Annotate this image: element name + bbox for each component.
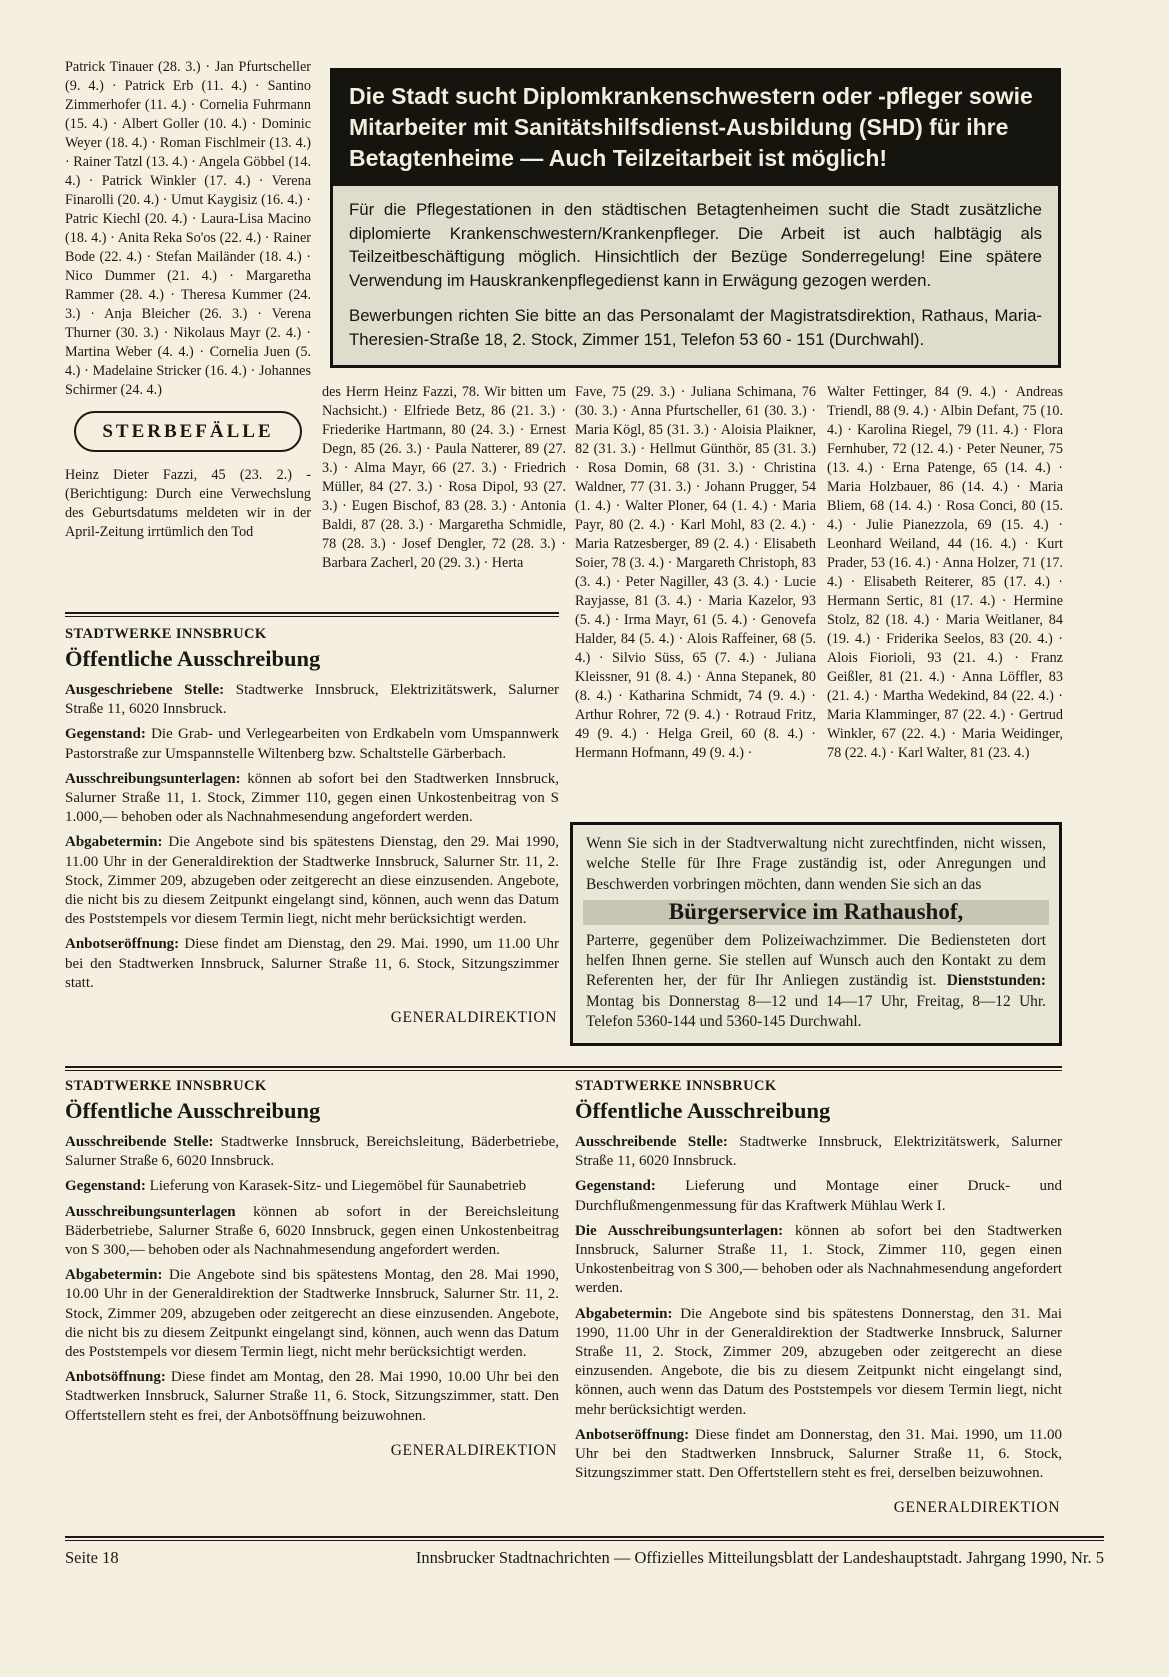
paragraph-label: Gegenstand: [65,1178,146,1195]
section-kicker: STADTWERKE INNSBRUCK [575,1078,777,1094]
paragraph [575,1177,1062,1215]
announcement-box [330,68,1061,368]
paragraph-label: Abgabetermin: [65,834,163,851]
signature: GENERALDIREKTION [893,1499,1060,1517]
deaths-col-1: Heinz Dieter Fazzi, 45 (23. 2.) - (Berichtigung: Durch eine Verwechslung des Geburtsdatums meldeten wir in der April-Zeitung irrtümlich den Tod [65,467,311,540]
section-divider [65,1066,1062,1071]
paragraph-label: Gegenstand: [575,1178,656,1195]
paragraph [65,1203,559,1261]
paragraph-text: Stadtwerke Innsbruck, Bereichsleitung, Bäderbetriebe, Salurner Straße 6, 6020 Innsbruck. [65,1134,559,1170]
sterbefaelle-heading: STERBEFÄLLE [74,411,302,452]
paragraph [65,1368,559,1426]
births-list: Patrick Tinauer (28. 3.) · Jan Pfurtscheller (9. 4.) · Patrick Erb (11. 4.) · Santino Zimmerhofer (11. 4.) · Cornelia Fuhrmann (15. 4.) · Albert Goller (10. 4.) · Dominic Weyer (18. 4.) · Roman Fischlmeir (13. 4.) · Rainer Tatzl (13. 4.) · Angela Göbbel (14. 4.) · Patrick Winkler (17. 4.) · Verena Finarolli (20. 4.) · Umut Kaygisiz (16. 4.) · Patric Kiechl (20. 4.) · Laura-Lisa Macino (18. 4.) · Anita Reka So'os (22. 4.) · Rainer Bode (22. 4.) · Stefan Mailänder (18. 4.) · Nico Dummer (21. 4.) · Margaretha Rammer (28. 4.) · Theresa Kummer (24. 3.) · Anja Bleicher (26. 3.) · Verena Thurner (30. 3.) · Nikolaus Mayr (2. 4.) · Martina Weber (4. 4.) · Cornelia Juen (5. 4.) · Madelaine Stricker (16. 4.) · Johannes Schirmer (24. 4.) [65,59,311,398]
deaths-col-4: Walter Fettinger, 84 (9. 4.) · Andreas Triendl, 88 (9. 4.) · Albin Defant, 75 (10. 4.) · Karolina Riegel, 79 (11. 4.) · Flora Fernhuber, 72 (12. 4.) · Peter Neuner, 75 (13. 4.) · Erna Patenge, 65 (14. 4.) · Maria Holzbauer, 86 (14. 4.) · Maria Bliem, 68 (14. 4.) · Rosa Conci, 80 (15. 4.) · Julie Pianezzola, 69 (15. 4.) · Leonhard Weiland, 44 (16. 4.) · Kurt Prader, 53 (16. 4.) · Anna Holzer, 71 (17. 4.) · Elisabeth Reiterer, 85 (17. 4.) · Hermann Sertic, 81 (17. 4.) · Hermine Stolz, 82 (18. 4.) · Maria Weitlaner, 84 (19. 4.) · Friderika Seelos, 83 (20. 4.) · Alois Fiorioli, 93 (21. 4.) · Franz Geißler, 81 (21. 4.) · Anna Löffler, 83 (21. 4.) · Martha Wedekind, 84 (22. 4.) · Maria Klamminger, 87 (22. 4.) · Gertrud Winkler, 67 (22. 4.) · Maria Weidinger, 78 (22. 4.) · Karl Walter, 81 (23. 4.) [827,384,1063,761]
paragraph [65,1133,559,1171]
paragraph-text: Stadtwerke Innsbruck, Elektrizitätswerk, Salurner Straße 11, 6020 Innsbruck. [65,682,559,718]
paragraph-label: Ausgeschriebene Stelle: [65,682,225,698]
ausschreibung-section-3 [575,1078,1062,1517]
announcement-body [333,186,1058,365]
buergerservice-hours-label: Dienststunden: [946,972,1046,990]
paragraph [65,1177,559,1196]
paragraph-label: Gegenstand: [65,726,146,743]
section-kicker: STADTWERKE INNSBRUCK [65,1078,267,1094]
buergerservice-hours-text: Montag bis Donnerstag 8—12 und 14—17 Uhr, Freitag, 8—12 Uhr. Telefon 5360-144 und 5360-145 Durchwahl. [586,992,1046,1031]
ausschreibung-section-2 [65,1078,559,1460]
paragraph [575,1426,1062,1484]
paragraph-text: können ab sofort in der Bereichsleitung Bäderbetriebe, Salurner Straße 6, 6020 Innsbruck, gegen einen Unkostenbeitrag von S 300,— behoben oder als Nachnahmesendung angefordert werden. [65,1203,559,1259]
paragraph [575,1222,1062,1299]
paragraph [575,1305,1062,1420]
paragraph-text: Stadtwerke Innsbruck, Elektrizitätswerk, Salurner Straße 11, 6020 Innsbruck. [575,1134,1062,1170]
section-title: Öffentliche Ausschreibung [65,646,321,671]
paragraph-text: Die Angebote sind bis spätestens Montag, den 28. Mai 1990, 10.00 Uhr in der Generaldirektion der Stadtwerke Innsbruck, Salurner Str. 11, 2. Stock, Zimmer 209, abzugeben oder zeitgerecht an diese einzusenden. Angebote, die nicht bis zu diesem Zeitpunkt eingelangt sind, können, auch wenn das Datum des Poststempels vor diesem Termin liegt, nicht mehr berücksichtigt werden. [65,1267,559,1361]
paragraph [65,681,559,719]
deaths-col-3: Fave, 75 (29. 3.) · Juliana Schimana, 76 (30. 3.) · Anna Pfurtscheller, 61 (30. 3.) · Maria Kögl, 85 (31. 3.) · Aloisia Plaikner, 82 (31. 3.) · Hellmut Günthör, 85 (31. 3.) · Rosa Domin, 68 (31. 3.) · Christina Waldner, 77 (31. 3.) · Johann Prugger, 54 (1. 4.) · Walter Ploner, 64 (1. 4.) · Maria Payr, 80 (2. 4.) · Karl Mohl, 83 (2. 4.) · Maria Ratzesberger, 89 (2. 4.) · Elisabeth Soier, 78 (3. 4.) · Margareth Christoph, 83 (3. 4.) · Peter Nagiller, 43 (3. 4.) · Lucie Rayjasse, 81 (3. 4.) · Maria Kazelor, 93 (5. 4.) · Irma Mayr, 61 (5. 4.) · Genovefa Halder, 84 (5. 4.) · Alois Raffeiner, 68 (5. 4.) · Silvio Süss, 65 (7. 4.) · Juliana Kleissner, 91 (8. 4.) · Anna Stepanek, 80 (8. 4.) · Katharina Schmidt, 74 (9. 4.) · Arthur Rohrer, 72 (9. 4.) · Rotraud Fritz, 49 (9. 4.) · Helga Greil, 60 (8. 4.) · Hermann Hofmann, 49 (9. 4.) · [575,384,816,761]
buergerservice-body [586,931,1046,1033]
footer-divider [65,1536,1104,1541]
paragraph-text: Diese findet am Dienstag, den 29. Mai. 1990, um 11.00 Uhr bei den Stadtwerken Innsbruck, Salurner Straße 11, 6. Stock, Sitzungszimmer statt. [65,936,560,991]
paragraph-label: Ausschreibende Stelle: [65,1134,214,1150]
paragraph [65,833,559,929]
footer [65,1548,1104,1568]
paragraph-text: Diese findet am Montag, den 28. Mai 1990, 10.00 Uhr bei den Stadtwerken Innsbruck, Salurner Straße 11, 6. Stock, Sitzungszimmer, statt. Den Offertstellern steht es frei, der Anbotsöffnung beizuwohnen. [65,1369,560,1424]
announcement-paragraph-1: Für die Pflegestationen in den städtischen Betagtenheimen sucht die Stadt zusätzliche diplomierte Krankenschwestern/Krankenpfleger. Die Arbeit ist auch halbtägig als Teilzeitbeschäftigung möglich. Hinsichtlich der Bezüge Sonderregelung! Eine spätere Verwendung im Hauskrankenpflegedienst kann in Erwägung gezogen werden. [349,200,1042,290]
paragraph-text: Lieferung und Montage einer Druck- und Durchflußmengenmessung für das Kraftwerk Mühlau Werk I. [575,1178,1062,1214]
paragraph-label: Abgabetermin: [575,1305,673,1322]
footer-page-number: Seite 18 [65,1548,119,1567]
paragraph-label: Anbotseröffnung: [575,1426,690,1443]
buergerservice-intro: Wenn Sie sich in der Stadtverwaltung nicht zurechtfinden, nicht wissen, welche Stelle für Ihre Frage zuständig ist, oder Anregungen und Beschwerden vorbringen möchten, dann wenden Sie sich an das [586,835,1046,893]
deaths-col-2: des Herrn Heinz Fazzi, 78. Wir bitten um Nachsicht.) · Elfriede Betz, 86 (21. 3.) · Friederike Hartmann, 80 (24. 3.) · Ernest Degn, 85 (26. 3.) · Paula Natterer, 89 (27. 3.) · Alma Mayr, 66 (27. 3.) · Friedrich Müller, 84 (27. 3.) · Rosa Dipol, 93 (27. 3.) · Eugen Bischof, 83 (28. 3.) · Antonia Baldi, 87 (28. 3.) · Margaretha Schmidle, 78 (28. 3.) · Josef Dengler, 72 (28. 3.) · Barbara Zacherl, 20 (29. 3.) · Herta [322,384,566,571]
signature: GENERALDIREKTION [390,1009,557,1027]
section-kicker: STADTWERKE INNSBRUCK [65,626,267,642]
paragraph-text: Die Grab- und Verlegearbeiten von Erdkabeln vom Umspannwerk Pastorstraße zur Umspannstelle Wiltenberg bzw. Schaltstelle Gärberbach. [65,726,560,762]
section-title: Öffentliche Ausschreibung [575,1098,831,1123]
paragraph [575,1133,1062,1171]
paragraph [65,935,559,993]
paragraph-label: Ausschreibungsunterlagen: [65,770,241,787]
signature: GENERALDIREKTION [390,1441,557,1459]
announcement-paragraph-2: Bewerbungen richten Sie bitte an das Personalamt der Magistratsdirektion, Rathaus, Maria-Theresien-Straße 18, 2. Stock, Zimmer 151, Telefon 53 60 - 151 (Durchwahl). [349,306,1042,349]
footer-masthead-line: Innsbrucker Stadtnachrichten — Offizielles Mitteilungsblatt der Landeshauptstadt. Jahrgang 1990, Nr. 5 [415,1548,1104,1567]
paragraph-text: können ab sofort bei den Stadtwerken Innsbruck, Salurner Straße 11, 1. Stock, Zimmer 110, gegen einen Unkostenbeitrag von S 1.000,— behoben oder als Nachnahmesendung angefordert werden. [65,770,560,826]
paragraph [65,1266,559,1362]
paragraph-text: Diese findet am Donnerstag, den 31. Mai. 1990, um 11.00 Uhr bei den Stadtwerken Innsbruck, Salurner Straße 11, 6. Stock, Sitzungszimmer statt. Den Offertstellern steht es frei, derselben beizuwohnen. [575,1426,1063,1482]
buergerservice-box [570,822,1062,1046]
paragraph-text: Die Angebote sind bis spätestens Dienstag, den 29. Mai 1990, 11.00 Uhr in der Generaldirektion der Stadtwerke Innsbruck, Salurner Str. 11, 2. Stock, Zimmer 209, abzugeben oder zeitgerecht an diese einzusenden. Angebote, die nicht bis zu diesem Zeitpunkt eingelangt sind, können, auch wenn das Datum des Poststempels vor diesem Termin liegt, nicht mehr berücksichtigt werden. [65,834,560,928]
paragraph-label: Anbotseröffnung: [65,936,180,953]
paragraph-text: Die Angebote sind bis spätestens Donnerstag, den 31. Mai 1990, 11.00 Uhr in der Generaldirektion der Stadtwerke Innsbruck, Salurner Straße 11, 2. Stock, Zimmer 209, abzugeben oder zeitgerecht an diese einzusenden. Angebote, die bis zu diesem Zeitpunkt nicht eingelangt sind, können, auch wenn das Datum des Poststempels vor diesem Termin liegt, nicht mehr berücksichtigt werden. [575,1305,1062,1418]
column-1 [65,58,311,542]
paragraph-label: Die Ausschreibungsunterlagen: [575,1222,784,1239]
paragraph-text: Lieferung von Karasek-Sitz- und Liegemöbel für Saunabetrieb [149,1178,527,1195]
buergerservice-body-text: Parterre, gegenüber dem Polizeiwachzimmer. Die Bediensteten dort helfen Ihnen gerne. Sie stellen auf Wunsch auch den Kontakt zu dem Referenten her, der für Ihr Anliegen zuständig ist. [586,931,1046,990]
buergerservice-title: Bürgerservice im Rathaushof, [583,900,1049,924]
announcement-headline: Die Stadt sucht Diplomkrankenschwestern oder -pfleger sowie Mitarbeiter mit Sanitätshilfsdienst-Ausbildung (SHD) für ihre Betagtenheime — Auch Teilzeitarbeit ist möglich! [333,71,1058,186]
paragraph-label: Ausschreibungsunterlagen [65,1203,236,1220]
paragraph [65,725,559,763]
paragraph-label: Abgabetermin: [65,1267,163,1284]
paragraph [65,770,559,828]
paragraph-text: können ab sofort bei den Stadtwerken Innsbruck, Salurner Straße 11, 1. Stock, Zimmer 110, gegen einen Unkostenbeitrag von S 300,— behoben oder als Nachnahmesendung angefordert werden. [575,1222,1062,1297]
paragraph-label: Ausschreibende Stelle: [575,1134,728,1150]
section-title: Öffentliche Ausschreibung [65,1098,321,1123]
ausschreibung-section-1 [65,612,559,1027]
paragraph-label: Anbotsöffnung: [65,1369,166,1386]
